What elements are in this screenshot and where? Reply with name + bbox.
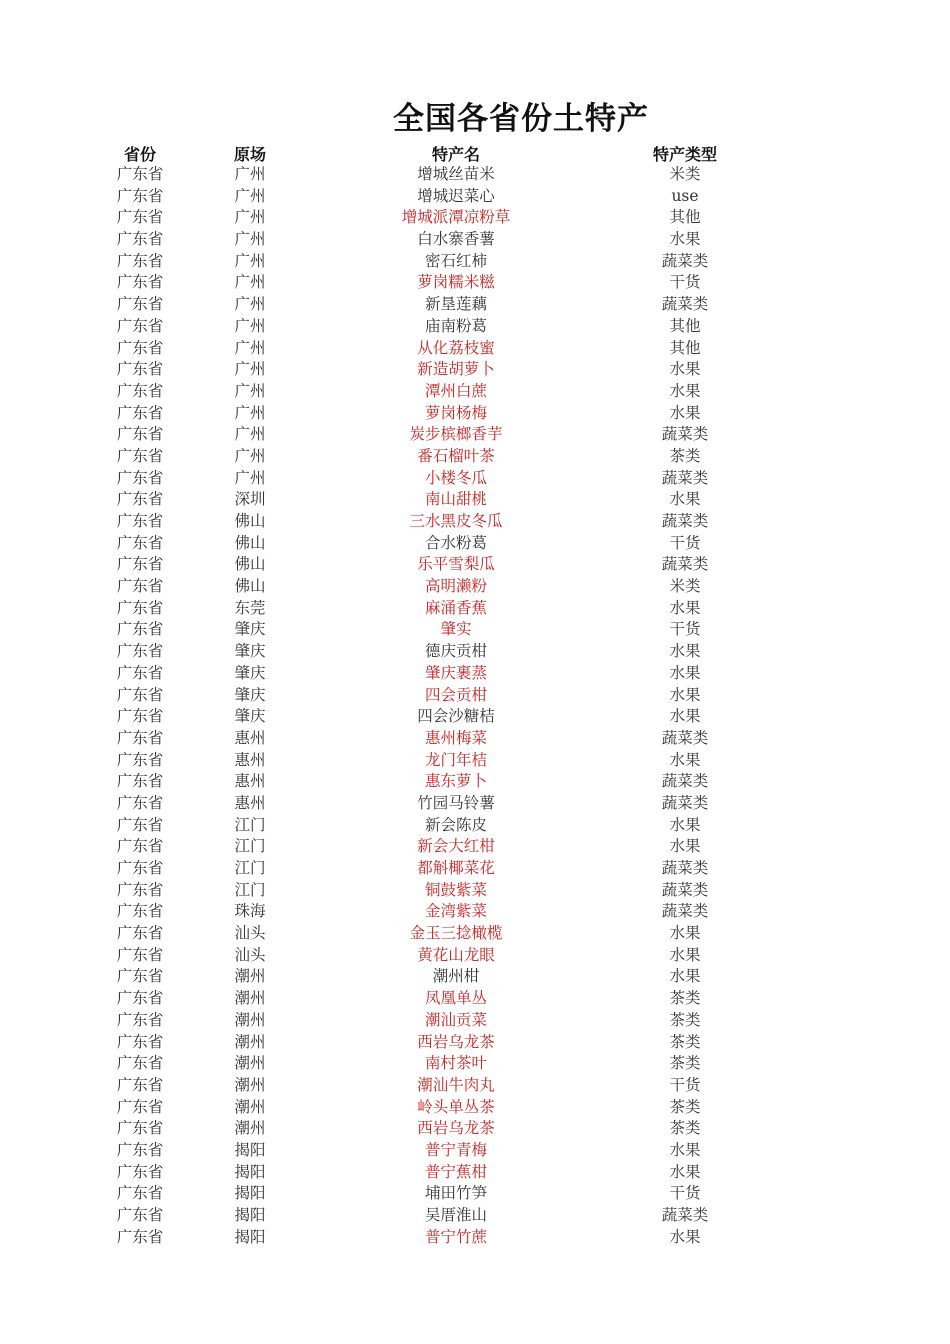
- table-row: [0, 1140, 950, 1162]
- cell-origin: 广州: [234, 403, 266, 422]
- header-province: 省份: [123, 145, 156, 164]
- table-row: [0, 815, 950, 837]
- cell-product-name: 南山甜桃: [424, 490, 487, 509]
- table-row: [0, 901, 950, 923]
- cell-product-name: 肇实: [440, 620, 472, 639]
- cell-product-type: 茶类: [669, 1010, 701, 1029]
- cell-product-name: 西岩乌龙茶: [417, 1032, 495, 1051]
- cell-product-name: 麻涌香蕉: [424, 598, 487, 617]
- header-product-name: 特产名: [431, 145, 480, 164]
- table-row: [0, 446, 950, 468]
- cell-province: 广东省: [116, 750, 164, 769]
- cell-origin: 肇庆: [234, 620, 266, 639]
- table-row: [0, 1075, 950, 1097]
- cell-origin: 广州: [234, 425, 266, 444]
- table-row: [0, 533, 950, 555]
- cell-product-name: 庙南粉葛: [424, 316, 487, 335]
- table-row: [0, 1097, 950, 1119]
- cell-origin: 潮州: [234, 989, 266, 1008]
- cell-province: 广东省: [116, 403, 164, 422]
- cell-province: 广东省: [116, 945, 164, 964]
- table-row: [0, 272, 950, 294]
- cell-origin: 潮州: [234, 1054, 266, 1073]
- cell-origin: 江门: [234, 880, 266, 899]
- table-row: [0, 381, 950, 403]
- cell-product-type: 其他: [669, 208, 701, 227]
- cell-origin: 潮州: [234, 1119, 266, 1138]
- table-row: [0, 728, 950, 750]
- cell-product-type: 蔬菜类: [661, 425, 709, 444]
- cell-origin: 广州: [234, 251, 266, 270]
- cell-origin: 肇庆: [234, 707, 266, 726]
- cell-product-type: 水果: [669, 1227, 701, 1246]
- cell-province: 广东省: [116, 1162, 164, 1181]
- cell-product-type: 蔬菜类: [661, 772, 709, 791]
- cell-origin: 佛山: [234, 577, 266, 596]
- cell-product-type: 水果: [669, 663, 701, 682]
- cell-province: 广东省: [116, 446, 164, 465]
- table-row: [0, 923, 950, 945]
- table-row: [0, 598, 950, 620]
- cell-origin: 潮州: [234, 1010, 266, 1029]
- cell-origin: 揭阳: [234, 1184, 266, 1203]
- cell-origin: 珠海: [234, 902, 266, 921]
- table-row: [0, 1162, 950, 1184]
- cell-origin: 东莞: [234, 598, 266, 617]
- table-row: [0, 1118, 950, 1140]
- cell-product-name: 番石榴叶茶: [417, 446, 495, 465]
- cell-product-name: 从化荔枝蜜: [417, 338, 495, 357]
- table-row: [0, 706, 950, 728]
- cell-product-type: 蔬菜类: [661, 859, 709, 877]
- cell-province: 广东省: [116, 1032, 164, 1051]
- table-row: [0, 403, 950, 425]
- cell-product-name: 新会大红柑: [417, 837, 495, 856]
- cell-province: 广东省: [116, 1075, 164, 1094]
- cell-product-type: 水果: [669, 381, 701, 400]
- cell-product-name: 萝岗杨梅: [424, 403, 487, 422]
- table-row: [0, 338, 950, 360]
- cell-product-name: 潭州白蔗: [424, 381, 487, 400]
- cell-product-name: 惠东萝卜: [424, 772, 487, 791]
- cell-product-type: 蔬菜类: [661, 880, 709, 899]
- cell-province: 广东省: [116, 967, 164, 986]
- table-row: [0, 1183, 950, 1205]
- table-row: [0, 164, 950, 186]
- cell-origin: 广州: [234, 273, 266, 292]
- table-row: [0, 1053, 950, 1075]
- cell-province: 广东省: [116, 468, 164, 487]
- cell-product-type: 水果: [669, 230, 701, 249]
- cell-product-name: 增城派潭凉粉草: [401, 208, 511, 227]
- cell-product-type: 茶类: [669, 989, 701, 1008]
- table-row: [0, 1032, 950, 1054]
- cell-origin: 广州: [234, 165, 266, 183]
- cell-product-type: 水果: [669, 598, 701, 617]
- cell-province: 广东省: [116, 425, 164, 444]
- table-row: [0, 316, 950, 338]
- cell-product-type: 水果: [669, 642, 701, 661]
- cell-product-name: 新造胡萝卜: [417, 360, 495, 379]
- cell-product-type: 水果: [669, 945, 701, 964]
- table-row: [0, 294, 950, 316]
- cell-product-name: 密石红柿: [424, 251, 487, 270]
- cell-province: 广东省: [116, 1010, 164, 1029]
- cell-province: 广东省: [116, 338, 164, 357]
- cell-product-name: 黄花山龙眼: [417, 945, 495, 964]
- cell-product-type: 蔬菜类: [661, 555, 709, 574]
- table-body: [0, 164, 950, 1248]
- table-row: [0, 489, 950, 511]
- cell-origin: 佛山: [234, 512, 266, 530]
- cell-product-type: 蔬菜类: [661, 251, 709, 270]
- cell-product-type: 茶类: [669, 1119, 701, 1138]
- cell-province: 广东省: [116, 989, 164, 1008]
- cell-province: 广东省: [116, 1054, 164, 1073]
- cell-product-name: 炭步槟榔香芋: [409, 425, 503, 444]
- cell-province: 广东省: [116, 663, 164, 682]
- cell-origin: 广州: [234, 446, 266, 465]
- cell-product-type: 茶类: [669, 1032, 701, 1051]
- table-row: [0, 424, 950, 446]
- cell-product-type: 蔬菜类: [661, 793, 709, 812]
- cell-origin: 广州: [234, 295, 266, 314]
- cell-product-name: 四会沙糖桔: [417, 707, 495, 726]
- cell-province: 广东省: [116, 859, 164, 877]
- table-row: [0, 251, 950, 273]
- cell-product-type: 蔬菜类: [661, 1206, 709, 1224]
- cell-product-type: 干货: [669, 273, 701, 292]
- cell-product-type: 水果: [669, 967, 701, 986]
- table-row: [0, 793, 950, 815]
- cell-origin: 广州: [234, 316, 266, 335]
- cell-product-name: 德庆贡柑: [424, 642, 487, 661]
- cell-province: 广东省: [116, 360, 164, 379]
- table-row: [0, 511, 950, 533]
- cell-province: 广东省: [116, 208, 164, 227]
- cell-product-name: 增城丝苗米: [417, 165, 495, 183]
- cell-origin: 广州: [234, 468, 266, 487]
- cell-product-type: 茶类: [669, 1054, 701, 1073]
- cell-origin: 惠州: [234, 750, 266, 769]
- cell-product-name: 合水粉葛: [424, 533, 487, 552]
- cell-product-name: 南村茶叶: [424, 1054, 487, 1073]
- cell-origin: 广州: [234, 186, 266, 205]
- cell-product-name: 高明濑粉: [424, 577, 487, 596]
- cell-province: 广东省: [116, 230, 164, 249]
- cell-origin: 广州: [234, 381, 266, 400]
- cell-origin: 广州: [234, 360, 266, 379]
- cell-origin: 揭阳: [234, 1227, 266, 1246]
- cell-origin: 广州: [234, 338, 266, 357]
- cell-origin: 汕头: [234, 924, 266, 943]
- cell-product-name: 三水黑皮冬瓜: [409, 512, 503, 530]
- cell-origin: 揭阳: [234, 1140, 266, 1159]
- cell-product-name: 普宁竹蔗: [424, 1227, 487, 1246]
- cell-province: 广东省: [116, 707, 164, 726]
- cell-product-name: 龙门年桔: [424, 750, 487, 769]
- table-row: [0, 229, 950, 251]
- cell-product-type: 茶类: [669, 1097, 701, 1116]
- cell-product-type: 水果: [669, 1162, 701, 1181]
- table-row: [0, 1010, 950, 1032]
- cell-province: 广东省: [116, 512, 164, 530]
- cell-product-type: 干货: [669, 1075, 701, 1094]
- cell-product-type: 其他: [669, 316, 701, 335]
- table-row: [0, 554, 950, 576]
- cell-origin: 江门: [234, 859, 266, 877]
- cell-product-name: 白水寨香薯: [417, 230, 495, 249]
- cell-product-name: 潮汕贡菜: [424, 1010, 487, 1029]
- cell-product-type: 蔬菜类: [661, 468, 709, 487]
- cell-province: 广东省: [116, 1227, 164, 1246]
- cell-province: 广东省: [116, 1119, 164, 1138]
- cell-province: 广东省: [116, 598, 164, 617]
- cell-province: 广东省: [116, 793, 164, 812]
- table-row: [0, 186, 950, 208]
- cell-product-type: 蔬菜类: [661, 512, 709, 530]
- cell-province: 广东省: [116, 533, 164, 552]
- cell-origin: 江门: [234, 837, 266, 856]
- cell-origin: 潮州: [234, 967, 266, 986]
- cell-product-name: 惠州梅菜: [424, 728, 487, 747]
- cell-product-type: 水果: [669, 750, 701, 769]
- table-row: [0, 1227, 950, 1249]
- cell-product-name: 萝岗糯米糍: [417, 273, 495, 292]
- cell-province: 广东省: [116, 1140, 164, 1159]
- table-row: [0, 750, 950, 772]
- cell-province: 广东省: [116, 295, 164, 314]
- cell-product-type: 干货: [669, 620, 701, 639]
- cell-product-name: 吴厝淮山: [424, 1206, 487, 1224]
- cell-product-name: 岭头单丛茶: [417, 1097, 495, 1116]
- cell-product-name: 新会陈皮: [424, 815, 487, 834]
- header-origin: 原场: [233, 145, 266, 164]
- cell-product-name: 普宁蕉柑: [424, 1162, 487, 1181]
- cell-province: 广东省: [116, 165, 164, 183]
- table-row: [0, 988, 950, 1010]
- cell-product-type: 水果: [669, 403, 701, 422]
- cell-product-type: 干货: [669, 1184, 701, 1203]
- cell-product-type: 水果: [669, 815, 701, 834]
- cell-province: 广东省: [116, 642, 164, 661]
- cell-product-name: 新垦莲藕: [424, 295, 487, 314]
- cell-province: 广东省: [116, 251, 164, 270]
- cell-province: 广东省: [116, 381, 164, 400]
- cell-product-name: 四会贡柑: [424, 685, 487, 704]
- cell-product-name: 乐平雪梨瓜: [417, 555, 495, 574]
- cell-product-type: 水果: [669, 837, 701, 856]
- cell-province: 广东省: [116, 186, 164, 205]
- cell-province: 广东省: [116, 316, 164, 335]
- cell-product-type: 蔬菜类: [661, 295, 709, 314]
- header-product-type: 特产类型: [652, 145, 717, 164]
- cell-province: 广东省: [116, 273, 164, 292]
- cell-province: 广东省: [116, 924, 164, 943]
- table-row: [0, 641, 950, 663]
- cell-province: 广东省: [116, 728, 164, 747]
- cell-product-name: 潮汕牛肉丸: [417, 1075, 495, 1094]
- cell-product-name: 潮州柑: [432, 967, 480, 986]
- cell-product-name: 竹园马铃薯: [417, 793, 495, 812]
- cell-province: 广东省: [116, 555, 164, 574]
- cell-product-name: 凤凰单丛: [424, 989, 487, 1008]
- cell-product-name: 小楼冬瓜: [424, 468, 487, 487]
- cell-product-type: 水果: [669, 685, 701, 704]
- cell-province: 广东省: [116, 490, 164, 509]
- cell-origin: 肇庆: [234, 663, 266, 682]
- table-row: [0, 359, 950, 381]
- cell-origin: 肇庆: [234, 685, 266, 704]
- cell-province: 广东省: [116, 837, 164, 856]
- cell-product-name: 西岩乌龙茶: [417, 1119, 495, 1138]
- cell-province: 广东省: [116, 577, 164, 596]
- cell-product-name: 普宁青梅: [424, 1140, 487, 1159]
- page-title: 全国各省份土特产: [393, 101, 649, 137]
- cell-province: 广东省: [116, 1206, 164, 1224]
- table-row: [0, 945, 950, 967]
- cell-province: 广东省: [116, 880, 164, 899]
- cell-product-name: 埔田竹笋: [424, 1184, 487, 1203]
- cell-province: 广东省: [116, 772, 164, 791]
- cell-province: 广东省: [116, 685, 164, 704]
- cell-product-type: 米类: [669, 165, 701, 183]
- cell-product-name: 金湾紫菜: [424, 902, 487, 921]
- table-row: [0, 1205, 950, 1227]
- cell-origin: 惠州: [234, 793, 266, 812]
- cell-province: 广东省: [116, 1184, 164, 1203]
- cell-province: 广东省: [116, 815, 164, 834]
- cell-origin: 惠州: [234, 772, 266, 791]
- table-row: [0, 880, 950, 902]
- cell-province: 广东省: [116, 620, 164, 639]
- cell-province: 广东省: [116, 902, 164, 921]
- table-row: [0, 619, 950, 641]
- table-row: [0, 836, 950, 858]
- cell-province: 广东省: [116, 1097, 164, 1116]
- cell-product-type: 水果: [669, 360, 701, 379]
- cell-origin: 广州: [234, 208, 266, 227]
- cell-origin: 汕头: [234, 945, 266, 964]
- cell-origin: 肇庆: [234, 642, 266, 661]
- cell-origin: 揭阳: [234, 1206, 266, 1224]
- cell-product-name: 肇庆裹蒸: [424, 663, 487, 682]
- cell-product-type: 其他: [669, 338, 701, 357]
- cell-product-name: 增城迟菜心: [417, 186, 495, 205]
- cell-origin: 佛山: [234, 533, 266, 552]
- cell-product-type: 茶类: [669, 446, 701, 465]
- cell-origin: 江门: [234, 815, 266, 834]
- table-row: [0, 468, 950, 490]
- cell-product-type: use: [671, 186, 699, 205]
- cell-product-type: 水果: [669, 924, 701, 943]
- table-row: [0, 663, 950, 685]
- cell-product-type: 水果: [669, 1140, 701, 1159]
- cell-product-type: 蔬菜类: [661, 902, 709, 921]
- cell-origin: 广州: [234, 230, 266, 249]
- cell-origin: 惠州: [234, 728, 266, 747]
- cell-product-name: 铜鼓紫菜: [424, 880, 487, 899]
- cell-product-type: 水果: [669, 707, 701, 726]
- table-header: [0, 142, 950, 164]
- cell-origin: 潮州: [234, 1097, 266, 1116]
- cell-product-type: 米类: [669, 577, 701, 596]
- table-row: [0, 771, 950, 793]
- cell-product-type: 干货: [669, 533, 701, 552]
- cell-product-type: 水果: [669, 490, 701, 509]
- cell-origin: 揭阳: [234, 1162, 266, 1181]
- table-row: [0, 966, 950, 988]
- cell-product-name: 金玉三捻橄榄: [409, 924, 503, 943]
- cell-origin: 深圳: [234, 490, 266, 509]
- cell-origin: 佛山: [234, 555, 266, 574]
- table-row: [0, 858, 950, 880]
- cell-origin: 潮州: [234, 1075, 266, 1094]
- cell-product-name: 都斛椰菜花: [417, 859, 495, 877]
- cell-product-type: 蔬菜类: [661, 728, 709, 747]
- cell-origin: 潮州: [234, 1032, 266, 1051]
- table-row: [0, 685, 950, 707]
- table-row: [0, 576, 950, 598]
- table-row: [0, 207, 950, 229]
